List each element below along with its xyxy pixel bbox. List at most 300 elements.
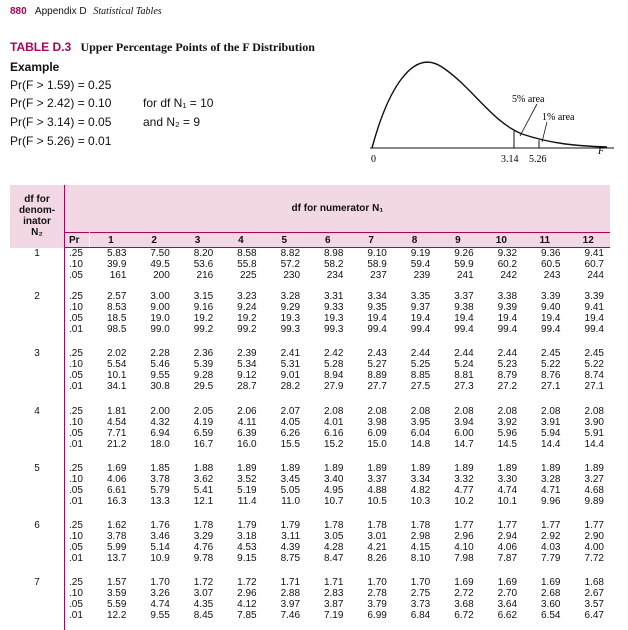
- value-cell: [263, 344, 306, 401]
- table-value: 2.44: [454, 348, 474, 360]
- table-value: 2.00: [150, 405, 170, 417]
- table-value: 14.5: [497, 438, 518, 450]
- table-value: 9.33: [323, 302, 344, 314]
- table-value: 4.53: [237, 541, 257, 553]
- table-value: 14.8: [410, 438, 431, 450]
- table-value: 6.00: [454, 427, 474, 439]
- value-cell: [219, 287, 262, 344]
- table-value: 9.15: [237, 552, 257, 564]
- table-value: 9.12: [237, 370, 257, 382]
- table-value: 14.4: [541, 438, 561, 450]
- table-value: 19.4: [410, 313, 431, 325]
- value-cell: [89, 248, 132, 288]
- value-cell: [349, 459, 392, 516]
- example-line: Pr(F > 1.59) = 0.25: [10, 78, 112, 92]
- table-value: 21.2: [106, 438, 127, 450]
- table-row-group: [10, 573, 610, 630]
- table-value: 7.71: [106, 427, 127, 439]
- value-cell: [306, 402, 349, 459]
- table-value: 9.10: [367, 248, 387, 259]
- table-value: 6.04: [410, 427, 431, 439]
- table-value: 4.71: [541, 484, 561, 496]
- table-value: 225: [239, 270, 257, 281]
- table-value: 9.89: [584, 495, 604, 507]
- value-cell: [436, 516, 479, 573]
- table-value: 5.23: [497, 359, 518, 371]
- table-value: 4.06: [497, 541, 518, 553]
- table-value: 10.7: [323, 495, 344, 507]
- table-value: 2.96: [454, 530, 474, 542]
- denominator-df: 4: [10, 402, 65, 459]
- table-value: 19.3: [323, 313, 344, 325]
- f-distribution-table: [10, 185, 610, 630]
- pr-value: .01: [69, 609, 83, 621]
- pr-value: .05: [69, 541, 83, 553]
- section-name: Appendix D: [34, 6, 87, 17]
- table-value: 1.89: [454, 462, 474, 474]
- table-value: 1.62: [106, 519, 127, 531]
- pr-cell: [65, 459, 90, 516]
- table-value: 8.45: [193, 609, 214, 621]
- table-value: 3.28: [541, 473, 561, 485]
- table-value: 3.95: [410, 416, 431, 428]
- pr-value: .01: [69, 381, 83, 393]
- table-value: 3.11: [281, 530, 301, 542]
- table-value: 13.7: [106, 552, 127, 564]
- table-value: 242: [500, 270, 518, 281]
- value-cell: [219, 459, 262, 516]
- value-cell: [176, 248, 219, 288]
- table-value: 1.85: [150, 462, 170, 474]
- table-value: 18.5: [106, 313, 127, 325]
- row-header: df for denom- inator N₂: [10, 185, 65, 248]
- table-value: 4.39: [280, 541, 301, 553]
- value-cell: [480, 248, 523, 288]
- table-value: 9.28: [193, 370, 214, 382]
- table-value: 27.5: [410, 381, 431, 393]
- value-cell: [566, 573, 610, 630]
- pr-cell: [65, 344, 90, 401]
- table-value: 2.92: [541, 530, 561, 542]
- value-cell: [393, 402, 436, 459]
- denominator-df: 6: [10, 516, 65, 573]
- value-cell: [306, 516, 349, 573]
- table-value: 6.16: [323, 427, 344, 439]
- table-value: 19.4: [497, 313, 518, 325]
- table-value: 5.83: [106, 248, 127, 259]
- value-cell: [132, 402, 175, 459]
- table-value: 8.10: [410, 552, 431, 564]
- table-value: 5.27: [367, 359, 387, 371]
- table-value: 1.89: [410, 462, 431, 474]
- f-distribution-figure: [362, 52, 617, 177]
- table-value: 3.73: [410, 598, 431, 610]
- table-value: 3.94: [454, 416, 474, 428]
- value-cell: [566, 248, 610, 288]
- value-cell: [393, 573, 436, 630]
- table-value: 3.79: [367, 598, 387, 610]
- value-cell: [132, 573, 175, 630]
- table-value: 2.88: [280, 587, 301, 599]
- value-cell: [480, 287, 523, 344]
- table-value: 8.98: [323, 248, 344, 259]
- table-value: 9.26: [454, 248, 474, 259]
- value-cell: [219, 344, 262, 401]
- value-cell: [349, 573, 392, 630]
- table-value: 4.03: [541, 541, 561, 553]
- table-value: 237: [370, 270, 387, 281]
- table-value: 2.28: [150, 348, 170, 360]
- table-value: 4.74: [150, 598, 170, 610]
- table-value: 1.71: [280, 576, 301, 588]
- pr-value: .25: [69, 348, 83, 360]
- table-value: 3.30: [497, 473, 518, 485]
- density-curve: [372, 62, 607, 148]
- table-value: 1.69: [454, 576, 474, 588]
- table-value: 28.2: [280, 381, 301, 393]
- table-value: 3.60: [541, 598, 561, 610]
- table-value: 58.2: [323, 259, 344, 270]
- table-value: 2.83: [323, 587, 344, 599]
- table-value: 9.40: [541, 302, 561, 314]
- x-tick-5-26: 5.26: [529, 154, 547, 165]
- table-value: 4.01: [323, 416, 344, 428]
- table-value: 99.4: [584, 324, 604, 336]
- table-value: 3.78: [150, 473, 170, 485]
- table-value: 1.69: [541, 576, 561, 588]
- table-value: 1.78: [193, 519, 214, 531]
- table-value: 27.9: [323, 381, 344, 393]
- table-value: 6.54: [541, 609, 561, 621]
- table-value: 3.52: [237, 473, 257, 485]
- column-header: 9: [436, 233, 479, 248]
- value-cell: [263, 459, 306, 516]
- table-value: 11.0: [281, 495, 301, 507]
- table-value: 19.4: [584, 313, 604, 325]
- value-cell: [219, 573, 262, 630]
- table-value: 5.24: [454, 359, 474, 371]
- table-value: 7.79: [541, 552, 561, 564]
- table-value: 19.4: [454, 313, 474, 325]
- table-value: 4.28: [323, 541, 344, 553]
- table-value: 1.70: [367, 576, 387, 588]
- value-cell: [393, 459, 436, 516]
- table-value: 1.79: [237, 519, 257, 531]
- table-value: 3.91: [541, 416, 561, 428]
- table-value: 4.74: [497, 484, 518, 496]
- table-value: 19.4: [367, 313, 387, 325]
- column-header: 1: [89, 233, 132, 248]
- table-value: 3.62: [193, 473, 214, 485]
- table-value: 12.2: [106, 609, 127, 621]
- table-value: 2.72: [454, 587, 474, 599]
- value-cell: [436, 459, 479, 516]
- table-value: 15.5: [280, 438, 301, 450]
- table-value: 8.75: [280, 552, 301, 564]
- table-value: 2.36: [193, 348, 214, 360]
- table-value: 3.15: [193, 291, 214, 303]
- table-value: 2.94: [497, 530, 518, 542]
- table-value: 2.42: [323, 348, 344, 360]
- table-value: 3.57: [584, 598, 604, 610]
- table-row-group: [10, 287, 610, 344]
- table-value: 1.76: [150, 519, 170, 531]
- table-value: 3.92: [497, 416, 518, 428]
- value-cell: [306, 344, 349, 401]
- pr-cell: [65, 573, 90, 630]
- pr-cell: [65, 516, 90, 573]
- table-value: 2.08: [367, 405, 387, 417]
- table-value: 4.21: [367, 541, 387, 553]
- table-value: 2.08: [323, 405, 344, 417]
- value-cell: [176, 516, 219, 573]
- table-value: 8.58: [237, 248, 257, 259]
- table-value: 7.50: [150, 248, 170, 259]
- table-value: 2.08: [454, 405, 474, 417]
- value-cell: [523, 573, 566, 630]
- table-value: 5.54: [106, 359, 127, 371]
- table-value: 53.6: [193, 259, 214, 270]
- table-value: 1.89: [584, 462, 604, 474]
- running-header: [10, 6, 162, 17]
- table-value: 10.1: [106, 370, 127, 382]
- pr-value: .25: [69, 291, 83, 303]
- table-value: 2.57: [106, 291, 127, 303]
- table-value: 5.34: [237, 359, 257, 371]
- table-value: 6.59: [193, 427, 214, 439]
- table-value: 5.94: [541, 427, 561, 439]
- value-cell: [176, 459, 219, 516]
- pr-value: .05: [69, 484, 83, 496]
- table-value: 3.28: [280, 291, 301, 303]
- table-value: 2.98: [410, 530, 431, 542]
- table-value: 2.67: [584, 587, 604, 599]
- table-value: 60.5: [541, 259, 561, 270]
- table-value: 3.18: [237, 530, 257, 542]
- value-cell: [523, 402, 566, 459]
- table-value: 7.85: [237, 609, 257, 621]
- table-value: 99.3: [280, 324, 301, 336]
- value-cell: [219, 248, 262, 288]
- column-header: 3: [176, 233, 219, 248]
- table-value: 5.91: [584, 427, 604, 439]
- table-value: 98.5: [106, 324, 127, 336]
- table-value: 10.1: [497, 495, 518, 507]
- table-value: 10.2: [454, 495, 474, 507]
- pr-value: .10: [69, 587, 83, 599]
- pr-value: .25: [69, 405, 83, 417]
- value-cell: [306, 459, 349, 516]
- example-note-n2: and N₂ = 9: [143, 115, 201, 129]
- table-value: 10.9: [150, 552, 170, 564]
- table-value: 230: [283, 270, 301, 281]
- table-value: 1.78: [367, 519, 387, 531]
- table-value: 1.78: [410, 519, 431, 531]
- pr-value: .25: [69, 576, 83, 588]
- value-cell: [89, 344, 132, 401]
- table-value: 5.96: [497, 427, 518, 439]
- table-value: 5.19: [237, 484, 257, 496]
- table-value: 4.15: [410, 541, 431, 553]
- table-value: 59.9: [454, 259, 474, 270]
- table-value: 2.39: [237, 348, 257, 360]
- table-value: 3.45: [280, 473, 301, 485]
- table-row-group: [10, 516, 610, 573]
- table-value: 8.26: [367, 552, 387, 564]
- pr-header: Pr: [65, 233, 90, 248]
- table-value: 3.23: [237, 291, 257, 303]
- table-value: 6.99: [367, 609, 387, 621]
- denominator-df: 2: [10, 287, 65, 344]
- page-number: 880: [10, 6, 27, 17]
- value-cell: [566, 516, 610, 573]
- table-value: 1.88: [193, 462, 214, 474]
- pr-value: .10: [69, 416, 83, 428]
- table-value: 4.95: [323, 484, 344, 496]
- table-value: 1.79: [280, 519, 301, 531]
- example-line: Pr(F > 2.42) = 0.10: [10, 96, 112, 110]
- table-value: 8.89: [367, 370, 387, 382]
- table-value: 239: [413, 270, 431, 281]
- pr-value: .05: [69, 313, 83, 325]
- value-cell: [393, 248, 436, 288]
- value-cell: [349, 516, 392, 573]
- column-header: 7: [349, 233, 392, 248]
- table-value: 13.3: [150, 495, 170, 507]
- value-cell: [263, 516, 306, 573]
- table-value: 4.77: [454, 484, 474, 496]
- table-value: 99.4: [454, 324, 474, 336]
- column-header: 2: [132, 233, 175, 248]
- table-value: 9.29: [280, 302, 301, 314]
- value-cell: [523, 459, 566, 516]
- table-value: 4.35: [193, 598, 214, 610]
- table-value: 58.9: [367, 259, 387, 270]
- table-value: 8.82: [280, 248, 301, 259]
- pr-value: .10: [69, 302, 83, 314]
- pr-value: .05: [69, 598, 83, 610]
- table-value: 99.4: [497, 324, 518, 336]
- table-value: 2.08: [541, 405, 561, 417]
- table-value: 9.96: [541, 495, 561, 507]
- table-value: 7.46: [280, 609, 301, 621]
- table-value: 7.19: [323, 609, 344, 621]
- table-value: 1.71: [323, 576, 344, 588]
- table-value: 99.0: [150, 324, 170, 336]
- table-value: 216: [196, 270, 214, 281]
- value-cell: [219, 516, 262, 573]
- column-header: 6: [306, 233, 349, 248]
- table-value: 28.7: [237, 381, 257, 393]
- table-value: 4.32: [150, 416, 170, 428]
- table-value: 29.5: [193, 381, 214, 393]
- column-header: 4: [219, 233, 262, 248]
- value-cell: [132, 248, 175, 288]
- value-cell: [566, 344, 610, 401]
- value-cell: [566, 402, 610, 459]
- pr-value: .10: [69, 359, 83, 371]
- section-title: Statistical Tables: [93, 6, 162, 17]
- table-value: 4.05: [280, 416, 301, 428]
- value-cell: [349, 248, 392, 288]
- table-value: 6.47: [584, 609, 604, 621]
- table-value: 3.37: [454, 291, 474, 303]
- table-value: 6.94: [150, 427, 170, 439]
- table-value: 5.31: [280, 359, 301, 371]
- x-axis-label: F: [598, 146, 605, 157]
- table-value: 1.70: [410, 576, 431, 588]
- table-value: 8.79: [497, 370, 518, 382]
- table-value: 4.68: [584, 484, 604, 496]
- table-value: 1.81: [106, 405, 127, 417]
- label-5pct: 5% area: [512, 94, 545, 105]
- value-cell: [480, 573, 523, 630]
- denominator-df: 3: [10, 344, 65, 401]
- table-value: 5.22: [541, 359, 561, 371]
- table-value: 2.70: [497, 587, 518, 599]
- value-cell: [176, 573, 219, 630]
- table-value: 3.98: [367, 416, 387, 428]
- table-value: 19.4: [541, 313, 561, 325]
- table-label: TABLE D.3: [10, 40, 72, 54]
- table-value: 16.7: [193, 438, 214, 450]
- table-value: 9.55: [150, 370, 170, 382]
- value-cell: [89, 459, 132, 516]
- table-value: 10.5: [367, 495, 387, 507]
- pointer-1pct: [542, 122, 547, 142]
- table-value: 3.90: [584, 416, 604, 428]
- denominator-df: 5: [10, 459, 65, 516]
- table-value: 16.3: [106, 495, 127, 507]
- table-value: 2.06: [237, 405, 257, 417]
- table-value: 9.00: [150, 302, 170, 314]
- table-value: 2.05: [193, 405, 214, 417]
- value-cell: [176, 402, 219, 459]
- value-cell: [393, 344, 436, 401]
- value-cell: [219, 402, 262, 459]
- table-value: 8.94: [323, 370, 344, 382]
- table-value: 16.0: [237, 438, 257, 450]
- pr-value: .25: [69, 519, 83, 531]
- table-value: 14.4: [584, 438, 604, 450]
- table-value: 19.3: [280, 313, 301, 325]
- value-cell: [306, 248, 349, 288]
- value-cell: [263, 402, 306, 459]
- value-cell: [132, 516, 175, 573]
- table-value: 5.22: [584, 359, 604, 371]
- value-cell: [436, 402, 479, 459]
- table-value: 2.44: [410, 348, 431, 360]
- table-value: 4.19: [193, 416, 214, 428]
- value-cell: [263, 287, 306, 344]
- table-value: 19.0: [150, 313, 170, 325]
- table-value: 4.88: [367, 484, 387, 496]
- value-cell: [306, 287, 349, 344]
- table-value: 1.69: [497, 576, 518, 588]
- table-title: [10, 40, 315, 55]
- table-value: 8.47: [323, 552, 344, 564]
- table-value: 3.97: [280, 598, 301, 610]
- value-cell: [132, 459, 175, 516]
- table-value: 4.11: [237, 416, 257, 428]
- pr-value: .10: [69, 259, 83, 270]
- table-value: 9.39: [497, 302, 518, 314]
- table-row-group: [10, 459, 610, 516]
- x-origin-label: 0: [371, 154, 376, 165]
- pr-value: .25: [69, 462, 83, 474]
- table-row-group: [10, 344, 610, 401]
- table-value: 3.32: [454, 473, 474, 485]
